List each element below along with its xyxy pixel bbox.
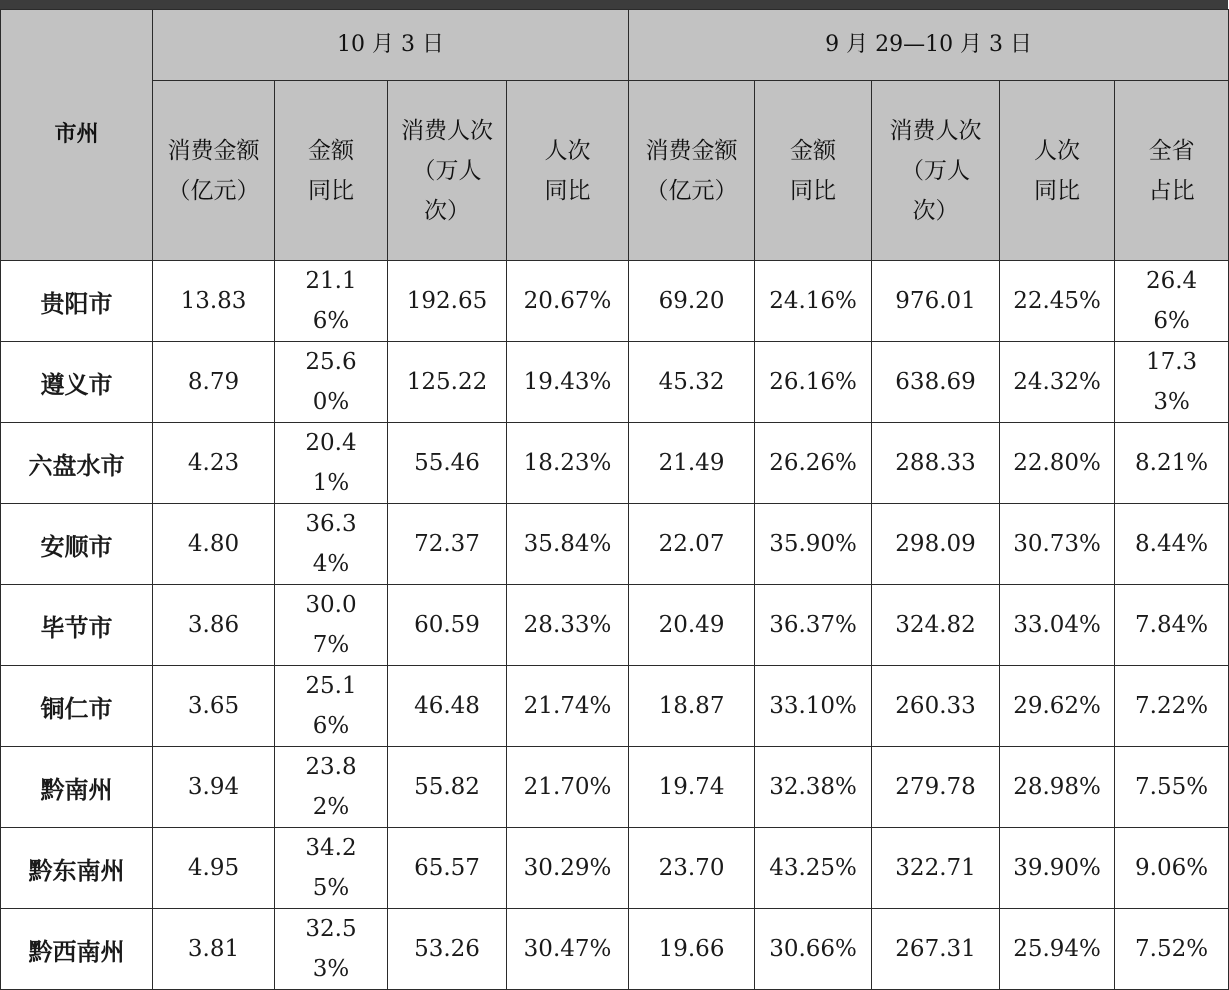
value-cell (275, 909, 388, 990)
value-cell (275, 666, 388, 747)
value-cell: 3.86 (153, 585, 275, 666)
value-cell: 45.32 (629, 342, 755, 423)
value-cell: 298.09 (872, 504, 1000, 585)
value-cell: 25.94% (1000, 909, 1115, 990)
value-cell: 30.73% (1000, 504, 1115, 585)
value-cell: 53.26 (388, 909, 507, 990)
value-cell: 20.67% (507, 261, 629, 342)
value-cell: 30.47% (507, 909, 629, 990)
value-cell (275, 261, 388, 342)
value-cell: 24.16% (755, 261, 872, 342)
city-name-cell: 铜仁市 (1, 666, 153, 747)
value-cell: 69.20 (629, 261, 755, 342)
city-name-cell: 贵阳市 (1, 261, 153, 342)
value-text: 21.16% (305, 268, 357, 334)
value-cell: 7.84% (1115, 585, 1229, 666)
group-header-oct3: 10 月 3 日 (153, 10, 629, 81)
col-header-period-amount-yoy (755, 81, 872, 261)
col-header-oct3-amount (153, 81, 275, 261)
value-cell: 279.78 (872, 747, 1000, 828)
value-text: 17.33% (1145, 349, 1198, 415)
value-text: 36.34% (305, 511, 357, 577)
value-cell: 976.01 (872, 261, 1000, 342)
value-text: 25.16% (305, 673, 357, 739)
city-name-cell: 黔西南州 (1, 909, 153, 990)
table-row (1, 261, 1229, 342)
table-row (1, 909, 1229, 990)
value-cell: 22.80% (1000, 423, 1115, 504)
table-row (1, 423, 1229, 504)
value-cell: 3.94 (153, 747, 275, 828)
col-header-oct3-amount-yoy (275, 81, 388, 261)
value-cell: 65.57 (388, 828, 507, 909)
value-cell: 288.33 (872, 423, 1000, 504)
city-name-cell: 毕节市 (1, 585, 153, 666)
value-cell: 22.07 (629, 504, 755, 585)
value-cell: 20.49 (629, 585, 755, 666)
table-row (1, 828, 1229, 909)
value-cell: 8.44% (1115, 504, 1229, 585)
table-row (1, 666, 1229, 747)
value-cell: 267.31 (872, 909, 1000, 990)
value-cell: 18.23% (507, 423, 629, 504)
col-header-label: 消费人次（万人次） (401, 117, 493, 224)
col-header-period-visits-yoy (1000, 81, 1115, 261)
value-cell: 35.90% (755, 504, 872, 585)
value-cell: 7.22% (1115, 666, 1229, 747)
col-header-label: 金额同比 (308, 137, 354, 204)
value-cell: 55.82 (388, 747, 507, 828)
city-name-cell: 黔东南州 (1, 828, 153, 909)
value-cell: 4.23 (153, 423, 275, 504)
table-row (1, 747, 1229, 828)
value-cell (275, 828, 388, 909)
value-cell: 638.69 (872, 342, 1000, 423)
value-cell: 26.26% (755, 423, 872, 504)
col-header-label: 消费金额（亿元） (645, 137, 738, 204)
value-cell: 192.65 (388, 261, 507, 342)
table-row (1, 342, 1229, 423)
city-name-cell: 遵义市 (1, 342, 153, 423)
col-header-label: 全省占比 (1148, 137, 1195, 204)
group-header-sep29-oct3: 9 月 29—10 月 3 日 (629, 10, 1229, 81)
value-cell: 28.98% (1000, 747, 1115, 828)
value-text: 26.46% (1145, 268, 1198, 334)
consumption-table (0, 9, 1229, 990)
city-name-cell: 黔南州 (1, 747, 153, 828)
value-cell: 26.16% (755, 342, 872, 423)
value-cell (1115, 261, 1229, 342)
col-header-label: 消费金额（亿元） (167, 137, 260, 204)
value-cell: 28.33% (507, 585, 629, 666)
value-cell: 72.37 (388, 504, 507, 585)
value-cell: 43.25% (755, 828, 872, 909)
value-cell: 35.84% (507, 504, 629, 585)
value-text: 30.07% (305, 592, 357, 658)
value-cell (1115, 342, 1229, 423)
value-cell: 33.04% (1000, 585, 1115, 666)
col-header-period-province-share (1115, 81, 1229, 261)
city-column-header: 市州 (1, 10, 153, 261)
value-cell: 9.06% (1115, 828, 1229, 909)
value-cell: 21.49 (629, 423, 755, 504)
value-cell (275, 747, 388, 828)
value-cell: 36.37% (755, 585, 872, 666)
value-cell: 18.87 (629, 666, 755, 747)
value-cell: 4.95 (153, 828, 275, 909)
col-header-label: 消费人次（万人次） (889, 117, 982, 224)
value-cell: 30.29% (507, 828, 629, 909)
city-name-cell: 安顺市 (1, 504, 153, 585)
city-name-cell: 六盘水市 (1, 423, 153, 504)
value-cell: 24.32% (1000, 342, 1115, 423)
col-header-oct3-visits-yoy (507, 81, 629, 261)
top-border-bar (0, 0, 1228, 9)
value-cell: 29.62% (1000, 666, 1115, 747)
value-cell: 7.55% (1115, 747, 1229, 828)
value-cell: 7.52% (1115, 909, 1229, 990)
value-cell: 4.80 (153, 504, 275, 585)
value-cell: 23.70 (629, 828, 755, 909)
value-cell: 3.81 (153, 909, 275, 990)
value-cell: 260.33 (872, 666, 1000, 747)
value-cell: 32.38% (755, 747, 872, 828)
value-cell (275, 342, 388, 423)
value-text: 25.60% (305, 349, 357, 415)
value-cell: 33.10% (755, 666, 872, 747)
value-cell: 19.66 (629, 909, 755, 990)
value-cell: 322.71 (872, 828, 1000, 909)
value-cell: 21.74% (507, 666, 629, 747)
col-header-label: 金额同比 (790, 137, 837, 204)
value-text: 32.53% (305, 916, 357, 982)
col-header-oct3-visits (388, 81, 507, 261)
value-text: 23.82% (305, 754, 357, 820)
value-cell (275, 423, 388, 504)
col-header-label: 人次同比 (1034, 137, 1081, 204)
value-cell (275, 504, 388, 585)
col-header-period-amount (629, 81, 755, 261)
value-cell: 3.65 (153, 666, 275, 747)
table-container (0, 9, 1228, 982)
col-header-period-visits (872, 81, 1000, 261)
value-cell: 55.46 (388, 423, 507, 504)
value-cell: 30.66% (755, 909, 872, 990)
value-cell: 8.21% (1115, 423, 1229, 504)
value-cell: 39.90% (1000, 828, 1115, 909)
value-cell: 13.83 (153, 261, 275, 342)
value-cell: 125.22 (388, 342, 507, 423)
value-cell: 46.48 (388, 666, 507, 747)
value-cell: 22.45% (1000, 261, 1115, 342)
value-text: 20.41% (305, 430, 357, 496)
value-cell: 19.74 (629, 747, 755, 828)
value-cell: 60.59 (388, 585, 507, 666)
table-row (1, 585, 1229, 666)
col-header-label: 人次同比 (544, 137, 591, 204)
value-cell: 324.82 (872, 585, 1000, 666)
table-row (1, 504, 1229, 585)
value-text: 34.25% (305, 835, 357, 901)
value-cell: 21.70% (507, 747, 629, 828)
value-cell (275, 585, 388, 666)
value-cell: 19.43% (507, 342, 629, 423)
value-cell: 8.79 (153, 342, 275, 423)
